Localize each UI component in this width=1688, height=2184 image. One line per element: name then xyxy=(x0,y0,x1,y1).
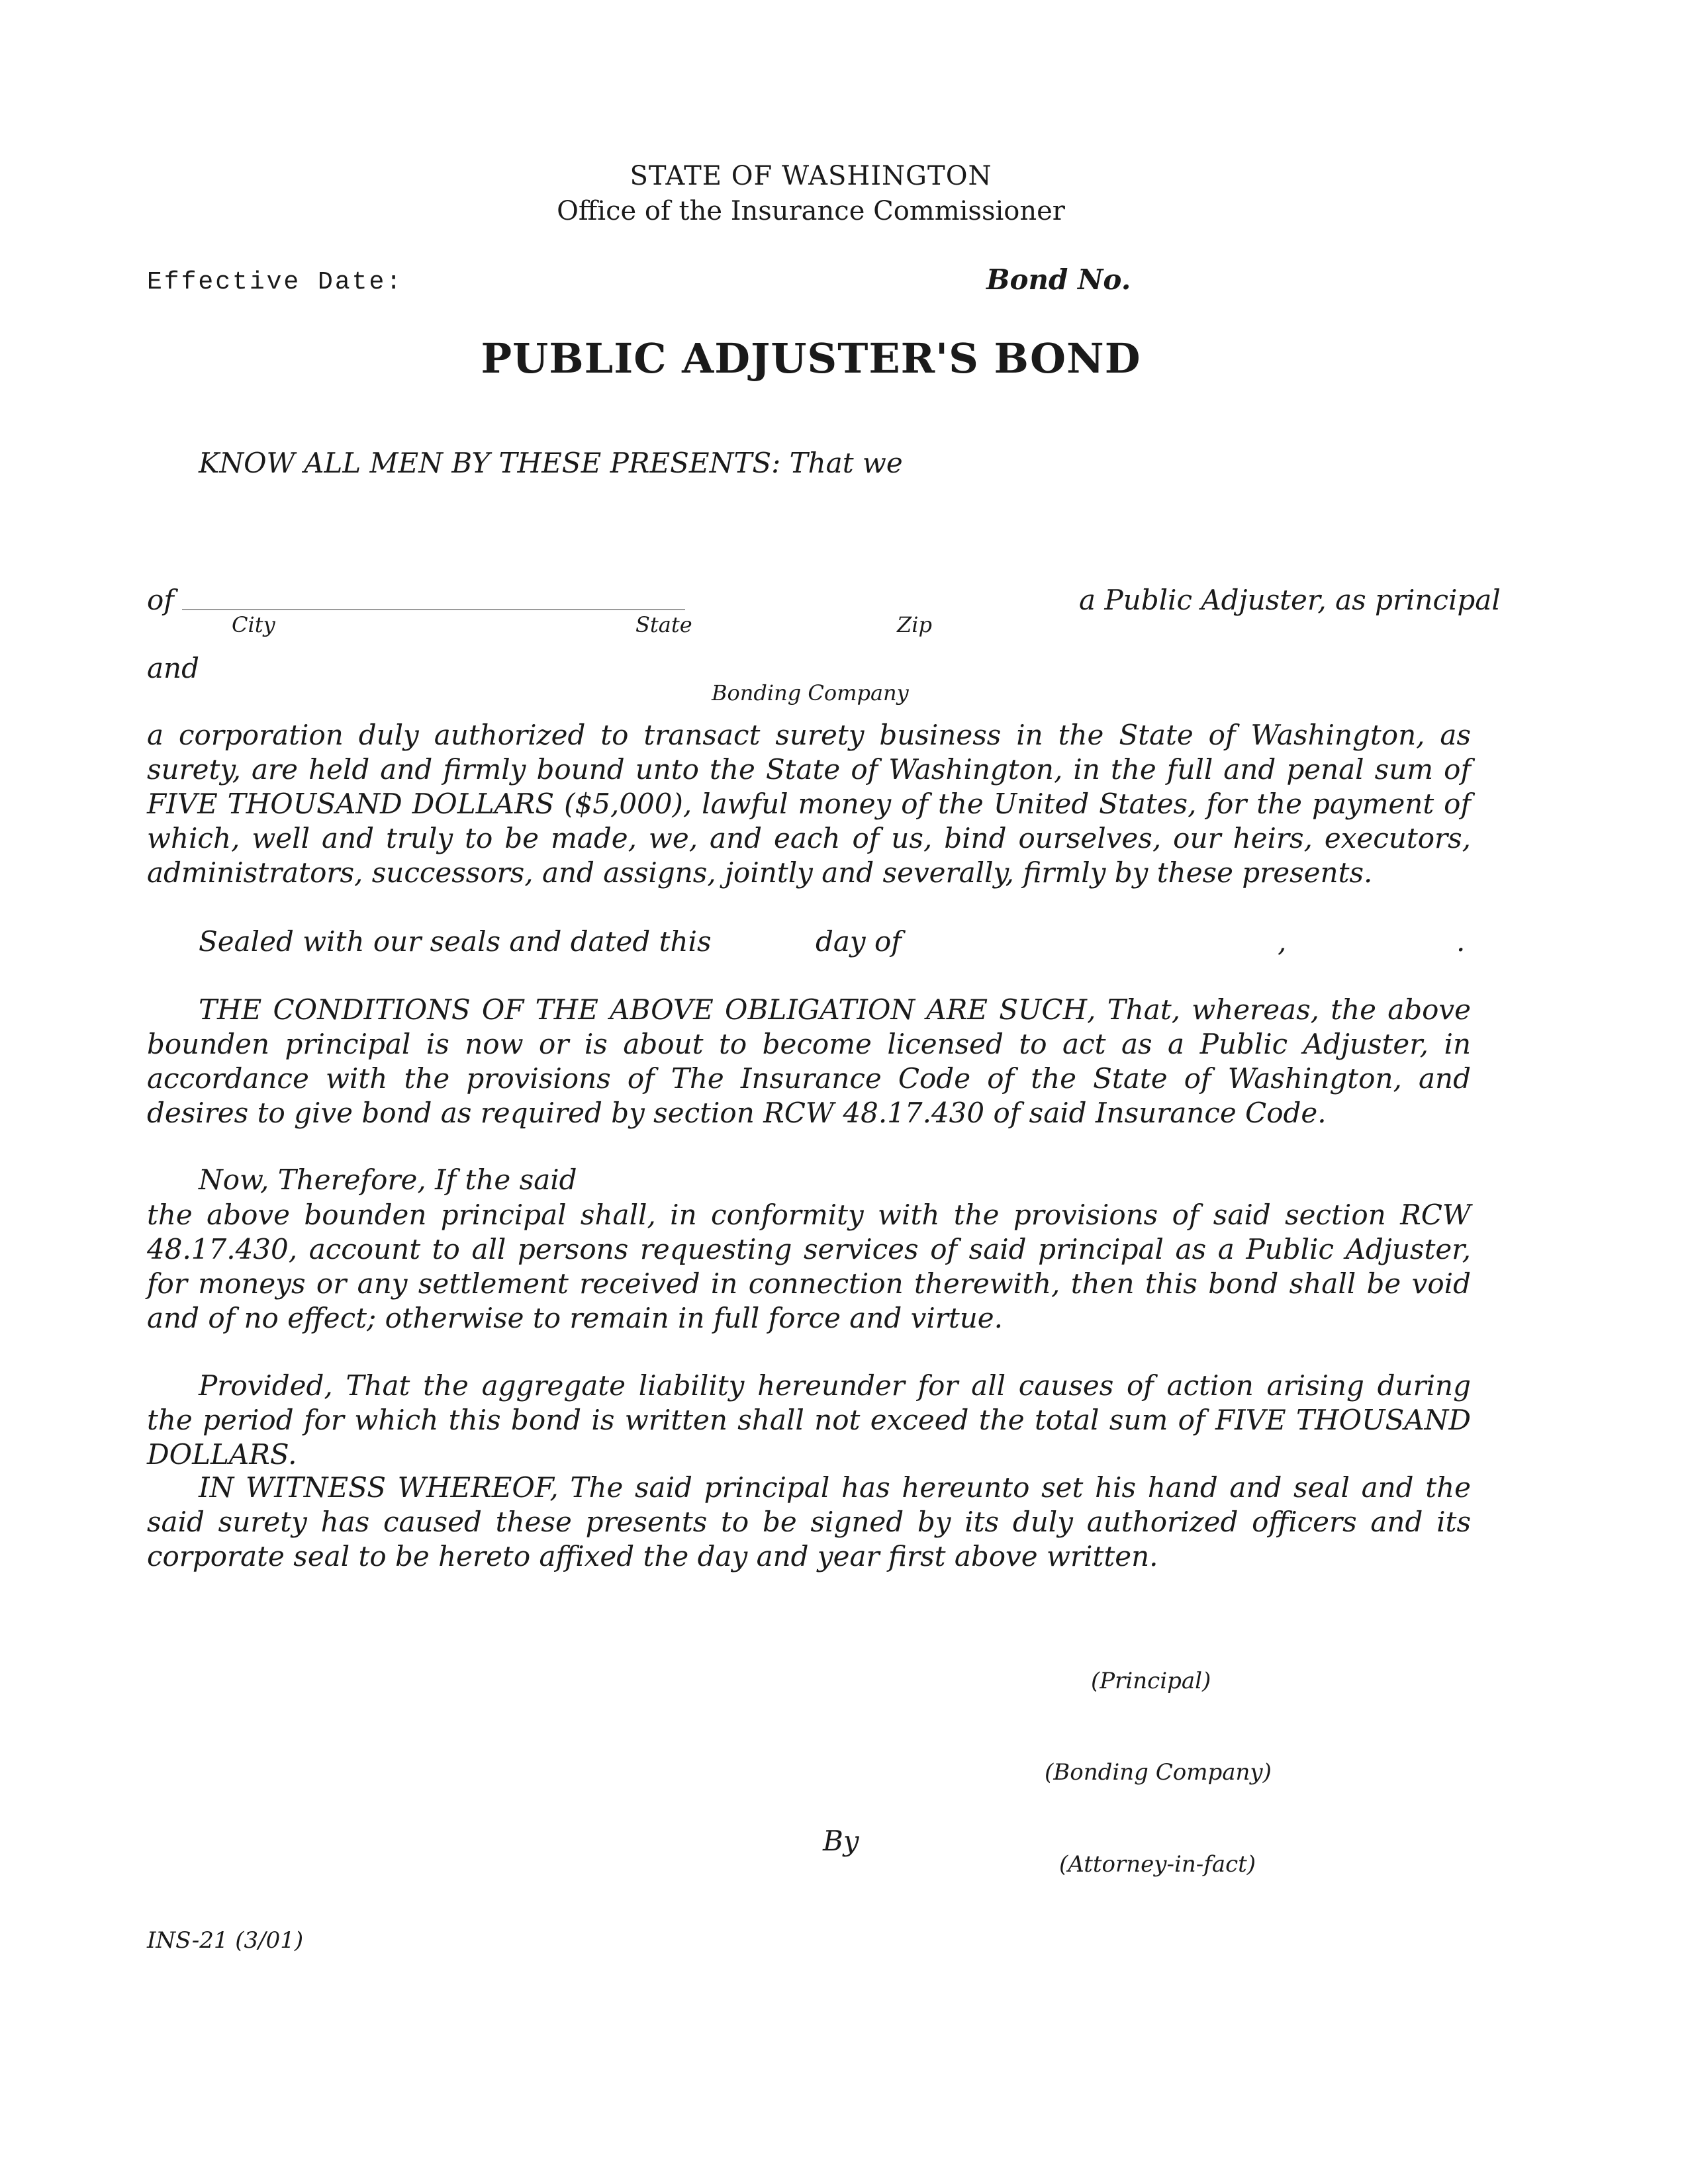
date-period: . xyxy=(1456,925,1466,958)
attorney-in-fact-label: (Attorney-in-fact) xyxy=(1059,1851,1256,1878)
zip-label: Zip xyxy=(897,612,932,637)
bond-number-label: Bond No. xyxy=(986,263,1131,296)
provided-paragraph: Provided, That the aggregate liability hereunder for all causes of action arising during the period for which this bond is written shall not exceed the total sum of FIVE THOUSAND DOLLARS. xyxy=(147,1369,1471,1471)
form-number: INS-21 (3/01) xyxy=(147,1927,304,1954)
state-heading: STATE OF WASHINGTON xyxy=(630,161,992,191)
address-line xyxy=(182,609,685,610)
know-all-men-line: KNOW ALL MEN BY THESE PRESENTS: That we xyxy=(199,447,903,479)
by-label: By xyxy=(823,1825,859,1857)
now-therefore-paragraph: the above bounden principal shall, in conformity with the provisions of said section RCW 48.17.430, account to all persons requesting services of said principal as a Public Adjuster, for moneys or any settlement received in connection therewith, then this bond shall be void and of no effect; otherwise to remain in full force and virtue. xyxy=(147,1199,1471,1334)
public-adjuster-principal-label: a Public Adjuster, as principal xyxy=(1079,584,1501,616)
effective-date-label: Effective Date: xyxy=(147,268,404,296)
now-therefore-label: Now, Therefore, If the said xyxy=(199,1163,577,1196)
day-of-label: day of xyxy=(816,925,902,958)
city-label: City xyxy=(232,612,275,637)
state-label: State xyxy=(635,612,692,637)
principal-signature-label: (Principal) xyxy=(1091,1668,1211,1694)
witness-paragraph: IN WITNESS WHEREOF, The said principal has hereunto set his hand and seal and the said surety has caused these presents to be signed by its duly authorized officers and its corporate seal to be hereto affixed the day and year first above written. xyxy=(147,1471,1471,1572)
document-title: PUBLIC ADJUSTER'S BOND xyxy=(481,334,1141,383)
of-label: of xyxy=(147,584,174,616)
bonding-company-label: Bonding Company xyxy=(712,680,909,705)
and-label: and xyxy=(147,652,199,684)
date-comma: , xyxy=(1278,925,1287,958)
conditions-paragraph: THE CONDITIONS OF THE ABOVE OBLIGATION ARE SUCH, That, whereas, the above bounden principal is now or is about to become licensed to act as a Public Adjuster, in accordance with the provisions of The Insurance Code of the State of Washington, and desires to give bond as required by section RCW 48.17.430 of said Insurance Code. xyxy=(147,993,1471,1129)
sealed-dated-label: Sealed with our seals and dated this xyxy=(199,925,712,958)
office-heading: Office of the Insurance Commissioner xyxy=(557,196,1065,226)
bonding-company-signature-label: (Bonding Company) xyxy=(1045,1759,1272,1786)
surety-paragraph: a corporation duly authorized to transact surety business in the State of Washington, as surety, are held and firmly bound unto the State of Washington, in the full and penal sum of FIVE THOUSAND DOLLARS ($5,000), lawful money of the United States, for the payment of which, well and truly to be made, we, and each of us, bind ourselves, our heirs, executors, administrators, successors, and assigns, jointly and severally, firmly by these presents. xyxy=(147,719,1471,889)
